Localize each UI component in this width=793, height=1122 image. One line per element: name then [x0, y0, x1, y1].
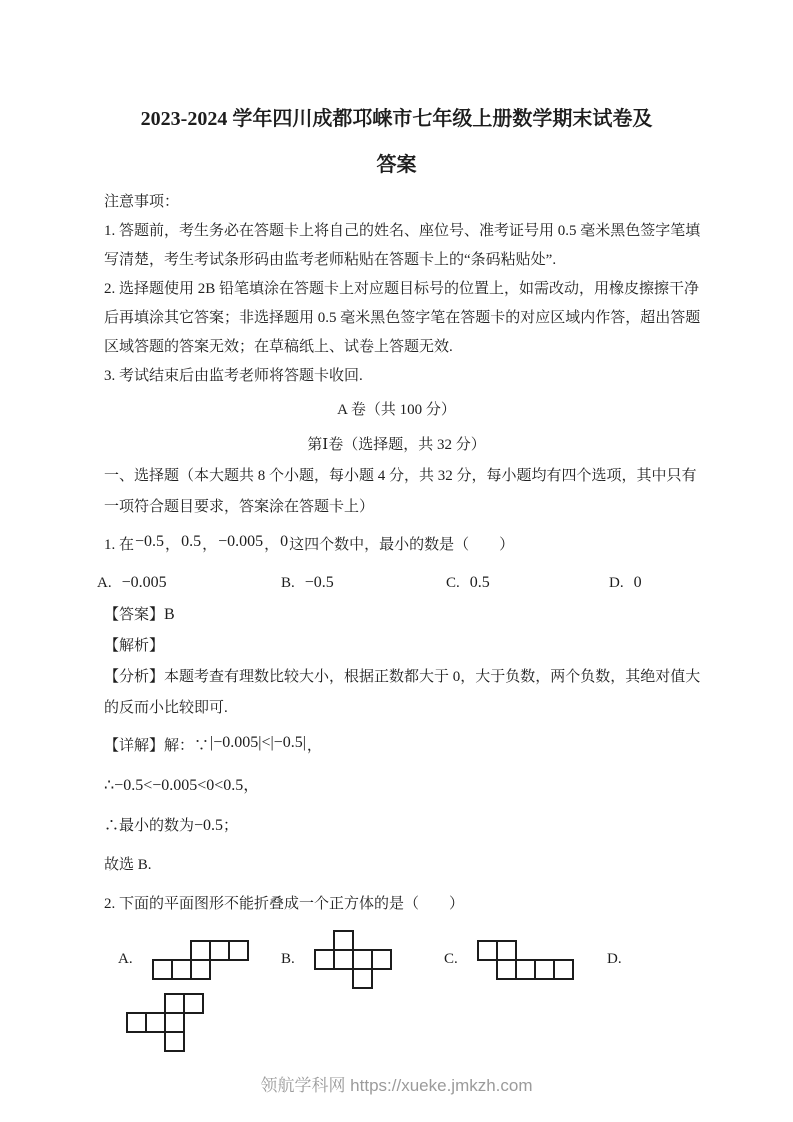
q1-number: 0.5 [181, 533, 202, 550]
net-square [209, 940, 230, 961]
q1-fenxi-line: 的反而小比较即可. [104, 700, 228, 716]
option-label: C. [446, 575, 460, 591]
notice-line: 3. 考试结束后由监考老师将答题卡收回. [104, 368, 363, 384]
q1-number: −0.005 [218, 533, 264, 550]
q1-option-d [609, 567, 642, 599]
net-square [314, 949, 335, 970]
q2-option-b [281, 930, 444, 989]
page-title [104, 96, 689, 188]
q1-separator: ， [264, 537, 280, 553]
cube-net-b [314, 930, 392, 989]
q1-stem-prefix: 1. 在 [104, 537, 135, 553]
q2-option-c [444, 940, 607, 980]
q1-detail-line-3 [104, 810, 689, 842]
option-label: D. [607, 951, 622, 967]
cube-net-d [126, 993, 204, 1052]
q1-option-c [446, 567, 609, 599]
option-label: A. [97, 575, 112, 591]
net-square [190, 959, 211, 980]
q1-option-a [97, 567, 281, 599]
q1-stem-suffix: 这四个数中，最小的数是（ ） [289, 537, 515, 553]
option-label: C. [444, 951, 458, 967]
net-square [477, 940, 498, 961]
net-square [371, 949, 392, 970]
section-volume-a: A 卷（共 100 分） [337, 402, 456, 418]
q2-option-d-figure-row [126, 993, 689, 1057]
q1-separator: ， [202, 537, 218, 553]
q1-option-b [281, 567, 446, 599]
answer-value: B [164, 606, 175, 623]
option-value: −0.5 [304, 574, 334, 591]
notice-line: 写清楚，考生考试条形码由监考老师粘贴在答题卡上的“条码粘贴处”. [104, 252, 557, 268]
question-2-stem: 2. 下面的平面图形不能折叠成一个正方体的是（ ） [104, 896, 465, 912]
net-square [534, 959, 555, 980]
net-square [333, 930, 354, 951]
q1-number: −0.5 [135, 533, 165, 550]
q2-option-a [118, 940, 281, 980]
q1-answer-line [104, 599, 689, 631]
option-label: A. [118, 951, 133, 967]
q1-detail-line-2 [104, 770, 689, 802]
detail-inequality: ∴−0.5<−0.005<0<0.5， [104, 777, 260, 794]
q1-jiexi-line: 【解析】 [104, 638, 165, 654]
net-square [553, 959, 574, 980]
q1-separator: ， [165, 537, 181, 553]
option-value: 0.5 [469, 574, 490, 591]
net-square [145, 1012, 166, 1033]
detail-line3-prefix: ∴最小的数为 [104, 818, 195, 834]
option-value: −0.005 [121, 574, 167, 591]
detail-line3-suffix: ； [223, 818, 239, 834]
net-square [333, 949, 354, 970]
detail-suffix: ， [306, 738, 322, 754]
option-label: B. [281, 575, 295, 591]
q2-options-row [118, 930, 689, 989]
q2-option-d [607, 944, 632, 975]
answer-label: 【答案】 [104, 607, 165, 623]
choice-intro-line: 一项符合题目要求，答案涂在答题卡上） [104, 499, 375, 515]
cube-net-c [477, 940, 574, 980]
q1-number: 0 [280, 533, 289, 550]
net-square [496, 959, 517, 980]
notice-line: 后再填涂其它答案；非选择题用 0.5 毫米黑色签字笔在答题卡的对应区域内作答，超出答题 [104, 310, 701, 326]
detail-line3-number: −0.5 [194, 817, 224, 834]
net-square [152, 959, 173, 980]
net-square [228, 940, 249, 961]
detail-formula: |−0.005|<|−0.5| [210, 734, 306, 751]
net-square [183, 993, 204, 1014]
notice-line: 区域答题的答案无效；在草稿纸上、试卷上答题无效. [104, 339, 453, 355]
title-line-2: 答案 [376, 154, 417, 176]
notice-line: 2. 选择题使用 2B 铅笔填涂在答题卡上对应题目标号的位置上，如需改动，用橡皮擦擦干净 [104, 281, 700, 297]
net-square [171, 959, 192, 980]
q1-detail-line-1 [104, 730, 689, 762]
option-label: B. [281, 951, 295, 967]
net-square [126, 1012, 147, 1033]
cube-net-a [152, 940, 249, 980]
q1-fenxi-line: 【分析】本题考查有理数比较大小，根据正数都大于 0，大于负数，两个负数，其绝对值大 [104, 669, 701, 685]
q1-conclusion-line: 故选 B. [104, 857, 152, 873]
q1-options-row [97, 567, 689, 599]
detail-prefix: 【详解】解：∵ [104, 738, 210, 754]
notice-line: 1. 答题前，考生务必在答题卡上将自己的姓名、座位号、准考证号用 0.5 毫米黑色签字笔填 [104, 223, 701, 239]
question-1-stem [104, 529, 689, 561]
net-square [190, 940, 211, 961]
title-line-1: 2023-2024 学年四川成都邛崃市七年级上册数学期末试卷及 [140, 108, 653, 130]
section-part1: 第Ⅰ卷（选择题，共 32 分） [307, 437, 486, 453]
net-square [164, 993, 185, 1014]
net-square [515, 959, 536, 980]
option-value: 0 [633, 574, 642, 591]
net-square [164, 1012, 185, 1033]
footer-watermark: 领航学科网 https://xueke.jmkzh.com [260, 1076, 533, 1095]
notice-heading: 注意事项： [104, 194, 180, 210]
choice-intro-line: 一、选择题（本大题共 8 个小题，每小题 4 分，共 32 分，每小题均有四个选项，其中只有 [104, 468, 697, 484]
option-label: D. [609, 575, 624, 591]
net-square [352, 968, 373, 989]
net-square [164, 1031, 185, 1052]
net-square [496, 940, 517, 961]
net-square [352, 949, 373, 970]
